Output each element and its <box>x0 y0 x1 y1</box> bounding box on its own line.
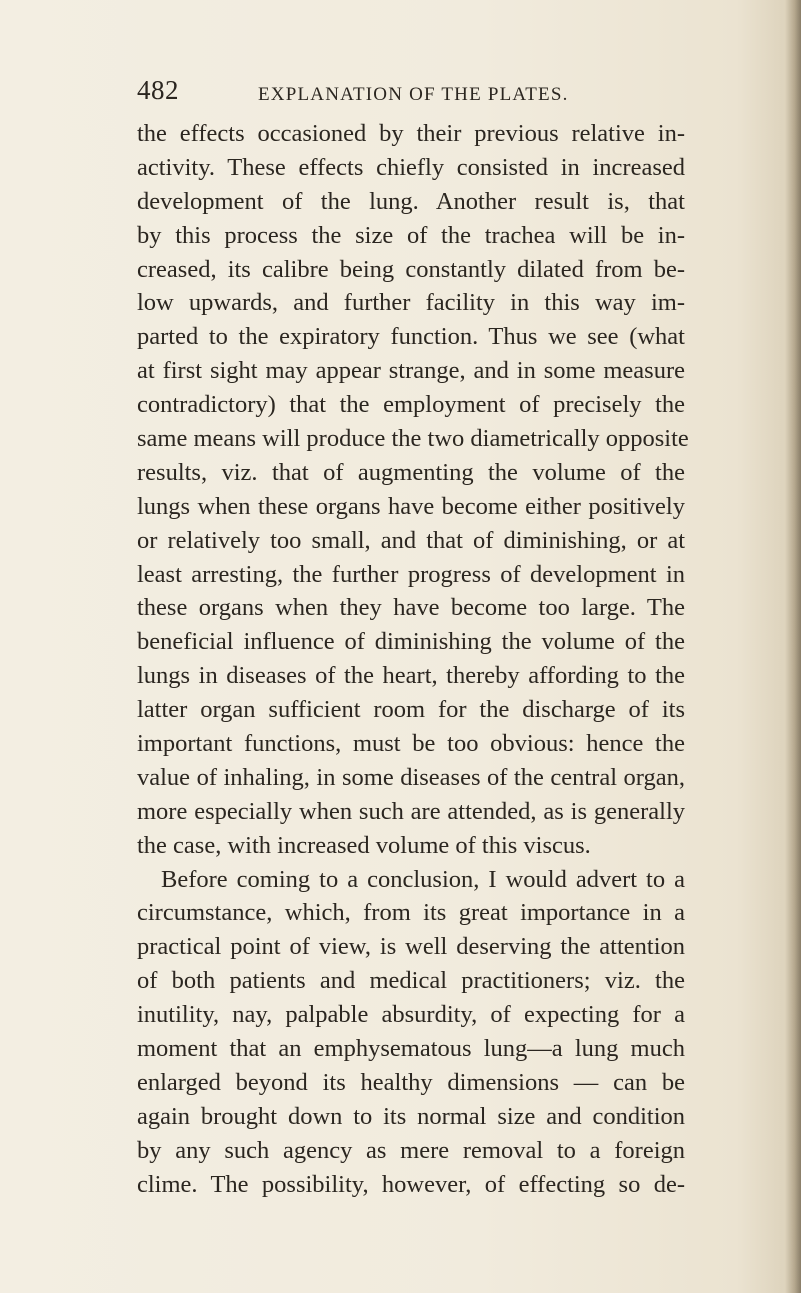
text-line: lungs in diseases of the heart, thereby affording to the <box>137 662 685 690</box>
text-line: the effects occasioned by their previous relative in- <box>137 120 685 147</box>
text-line: at first sight may appear strange, and in some measure <box>137 357 685 385</box>
page-edge-shadow <box>785 0 801 1293</box>
text-line: contradictory) that the employment of precisely the <box>137 391 685 419</box>
body-text <box>137 117 689 1202</box>
text-line: parted to the expiratory function. Thus we see (what <box>137 323 685 351</box>
text-line: circumstance, which, from its great importance in a <box>137 899 685 927</box>
text-line: activity. These effects chiefly consisted in increased <box>137 153 685 181</box>
text-line: moment that an emphysematous lung—a lung much <box>137 1035 685 1063</box>
text-line: creased, its calibre being constantly dilated from be- <box>137 255 685 283</box>
text-line: clime. The possibility, however, of effecting so de- <box>137 1170 685 1198</box>
text-line: lungs when these organs have become either positively <box>137 492 685 520</box>
text-line: practical point of view, is well deserving the attention <box>137 933 685 961</box>
text-line: of both patients and medical practitioners; viz. the <box>137 967 685 995</box>
text-line: results, viz. that of augmenting the volume of the <box>137 458 685 486</box>
text-line: value of inhaling, in some diseases of the central organ, <box>137 763 685 791</box>
paragraph-end-line: the case, with increased volume of this viscus. <box>137 831 591 859</box>
text-line: inutility, nay, palpable absurdity, of expecting for a <box>137 1001 685 1029</box>
text-line: again brought down to its normal size and condition <box>137 1102 685 1130</box>
text-line: important functions, must be too obvious: hence the <box>137 730 685 758</box>
text-line: latter organ sufficient room for the discharge of its <box>137 696 685 724</box>
text-line: same means will produce the two diametrically opposite <box>137 425 689 453</box>
text-line: by this process the size of the trachea will be in- <box>137 221 685 249</box>
text-line: beneficial influence of diminishing the volume of the <box>137 628 685 656</box>
text-line: by any such agency as mere removal to a foreign <box>137 1136 685 1164</box>
text-line: development of the lung. Another result is, that <box>137 187 685 215</box>
paragraph-start-line: Before coming to a conclusion, I would advert to a <box>161 865 685 893</box>
running-title: EXPLANATION OF THE PLATES. <box>258 84 569 105</box>
page-number: 482 <box>137 75 179 105</box>
text-line: low upwards, and further facility in this way im- <box>137 289 685 317</box>
text-line: least arresting, the further progress of development in <box>137 560 685 588</box>
text-line: more especially when such are attended, as is generally <box>137 797 685 825</box>
text-line: enlarged beyond its healthy dimensions — can be <box>137 1068 685 1096</box>
text-line: these organs when they have become too large. The <box>137 594 685 622</box>
text-line: or relatively too small, and that of diminishing, or at <box>137 526 685 554</box>
